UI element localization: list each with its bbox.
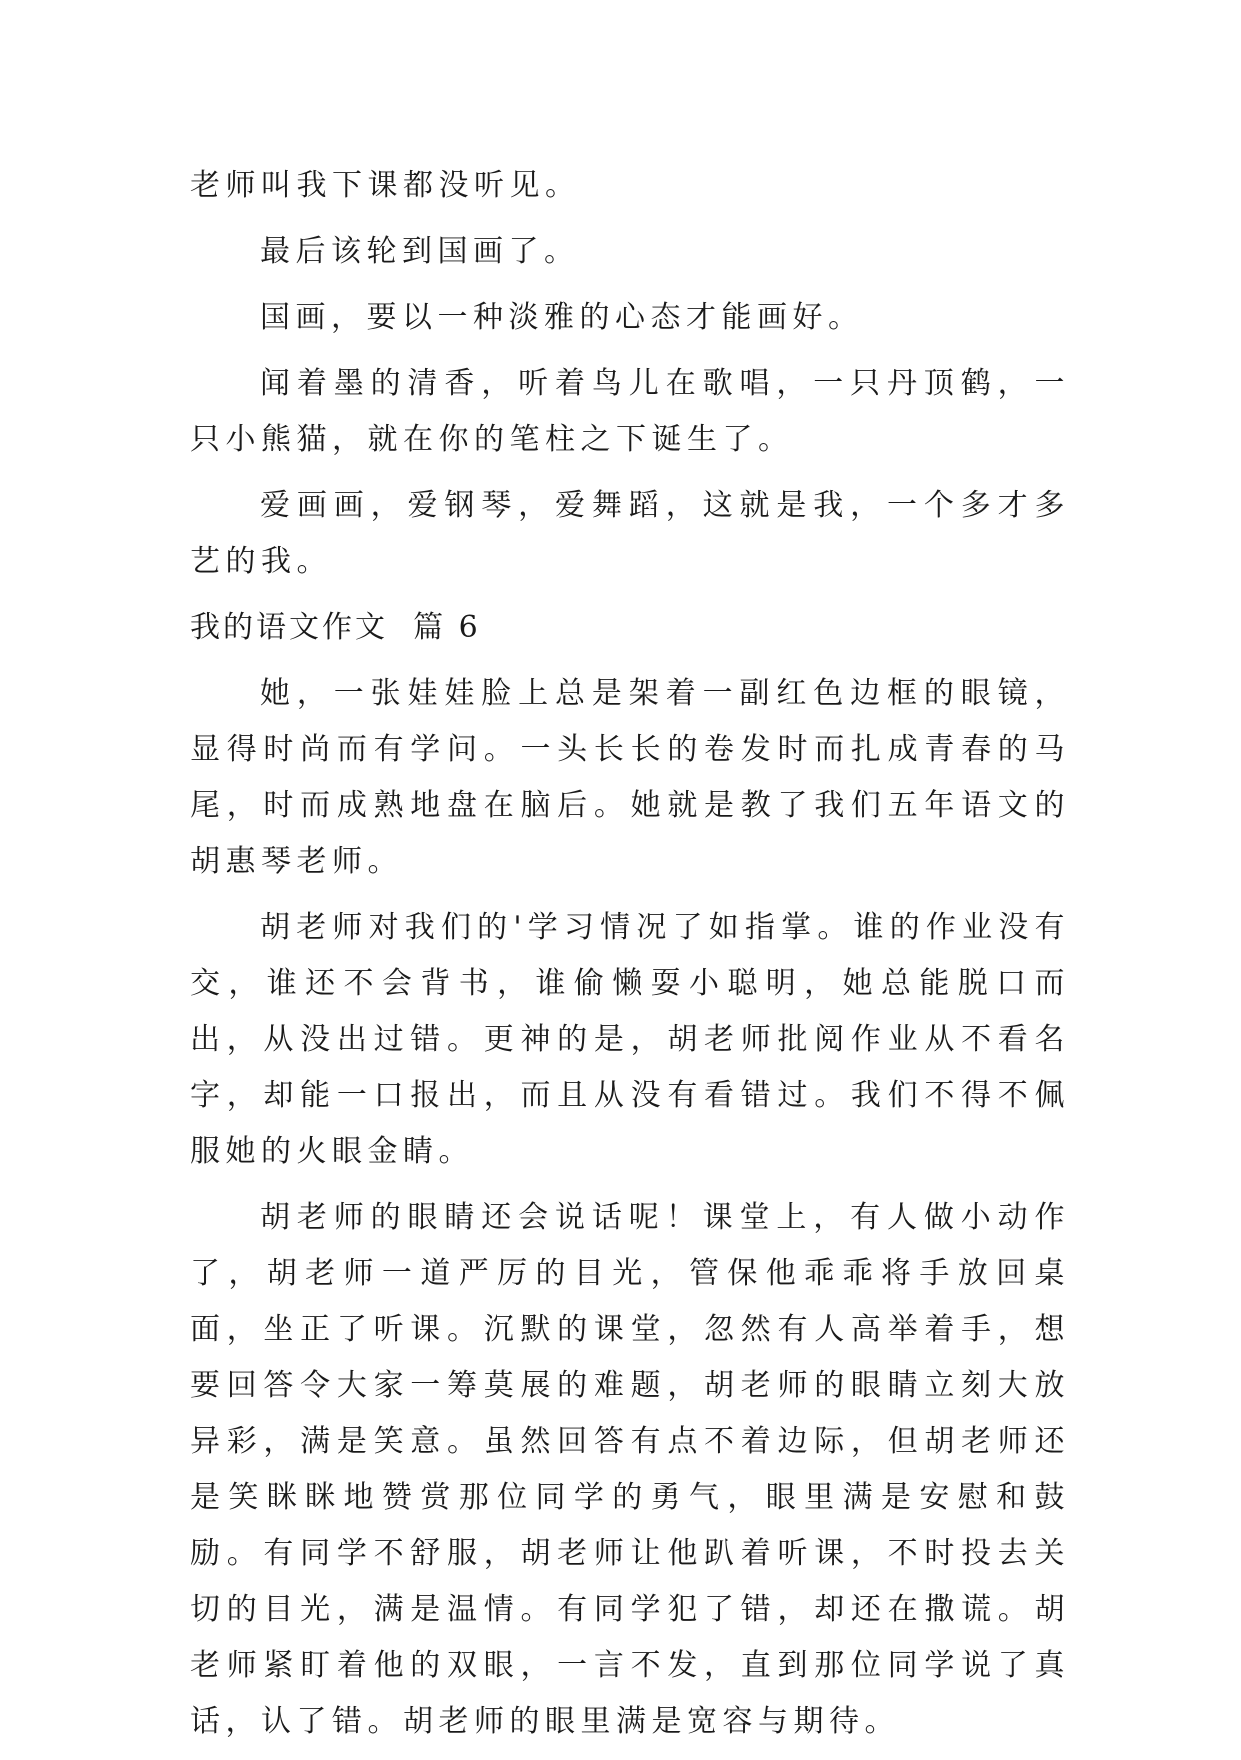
paragraph: 胡老师的眼睛还会说话呢！课堂上，有人做小动作了，胡老师一道严厉的目光，管保他乖乖将手放回桌面，坐正了听课。沉默的课堂，忽然有人高举着手，想要回答令大家一筹莫展的难题，胡老师的眼睛立刻大放异彩，满是笑意。虽然回答有点不着边际，但胡老师还是笑眯眯地赞赏那位同学的勇气，眼里满是安慰和鼓励。有同学不舒服，胡老师让他趴着听课，不时投去关切的目光，满是温情。有同学犯了错，却还在撒谎。胡老师紧盯着他的双眼，一言不发，直到那位同学说了真话，认了错。胡老师的眼里满是宽容与期待。	[190, 1200, 1070, 1739]
paragraph: 她，一张娃娃脸上总是架着一副红色边框的眼镜，显得时尚而有学问。一头长长的卷发时而扎成青春的马尾，时而成熟地盘在脑后。她就是教了我们五年语文的胡惠琴老师。	[190, 676, 1070, 879]
paragraph: 闻着墨的清香，听着鸟儿在歌唱，一只丹顶鹤，一只小熊猫，就在你的笔柱之下诞生了。	[190, 366, 1070, 457]
paragraph-continuation: 老师叫我下课都没听见。	[190, 168, 581, 203]
document-body	[190, 158, 1070, 1760]
paragraph: 最后该轮到国画了。	[260, 234, 580, 269]
paragraph: 爱画画，爱钢琴，爱舞蹈，这就是我，一个多才多艺的我。	[190, 488, 1070, 579]
paragraph: 胡老师对我们的'学习情况了如指掌。谁的作业没有交，谁还不会背书，谁偷懒耍小聪明，她总能脱口而出，从没出过错。更神的是，胡老师批阅作业从不看名字，却能一口报出，而且从没有看错过。我们不得不佩服她的火眼金睛。	[190, 910, 1070, 1169]
paragraph: 国画，要以一种淡雅的心态才能画好。	[260, 300, 864, 335]
section-heading: 我的语文作文 篇 6	[190, 610, 481, 645]
